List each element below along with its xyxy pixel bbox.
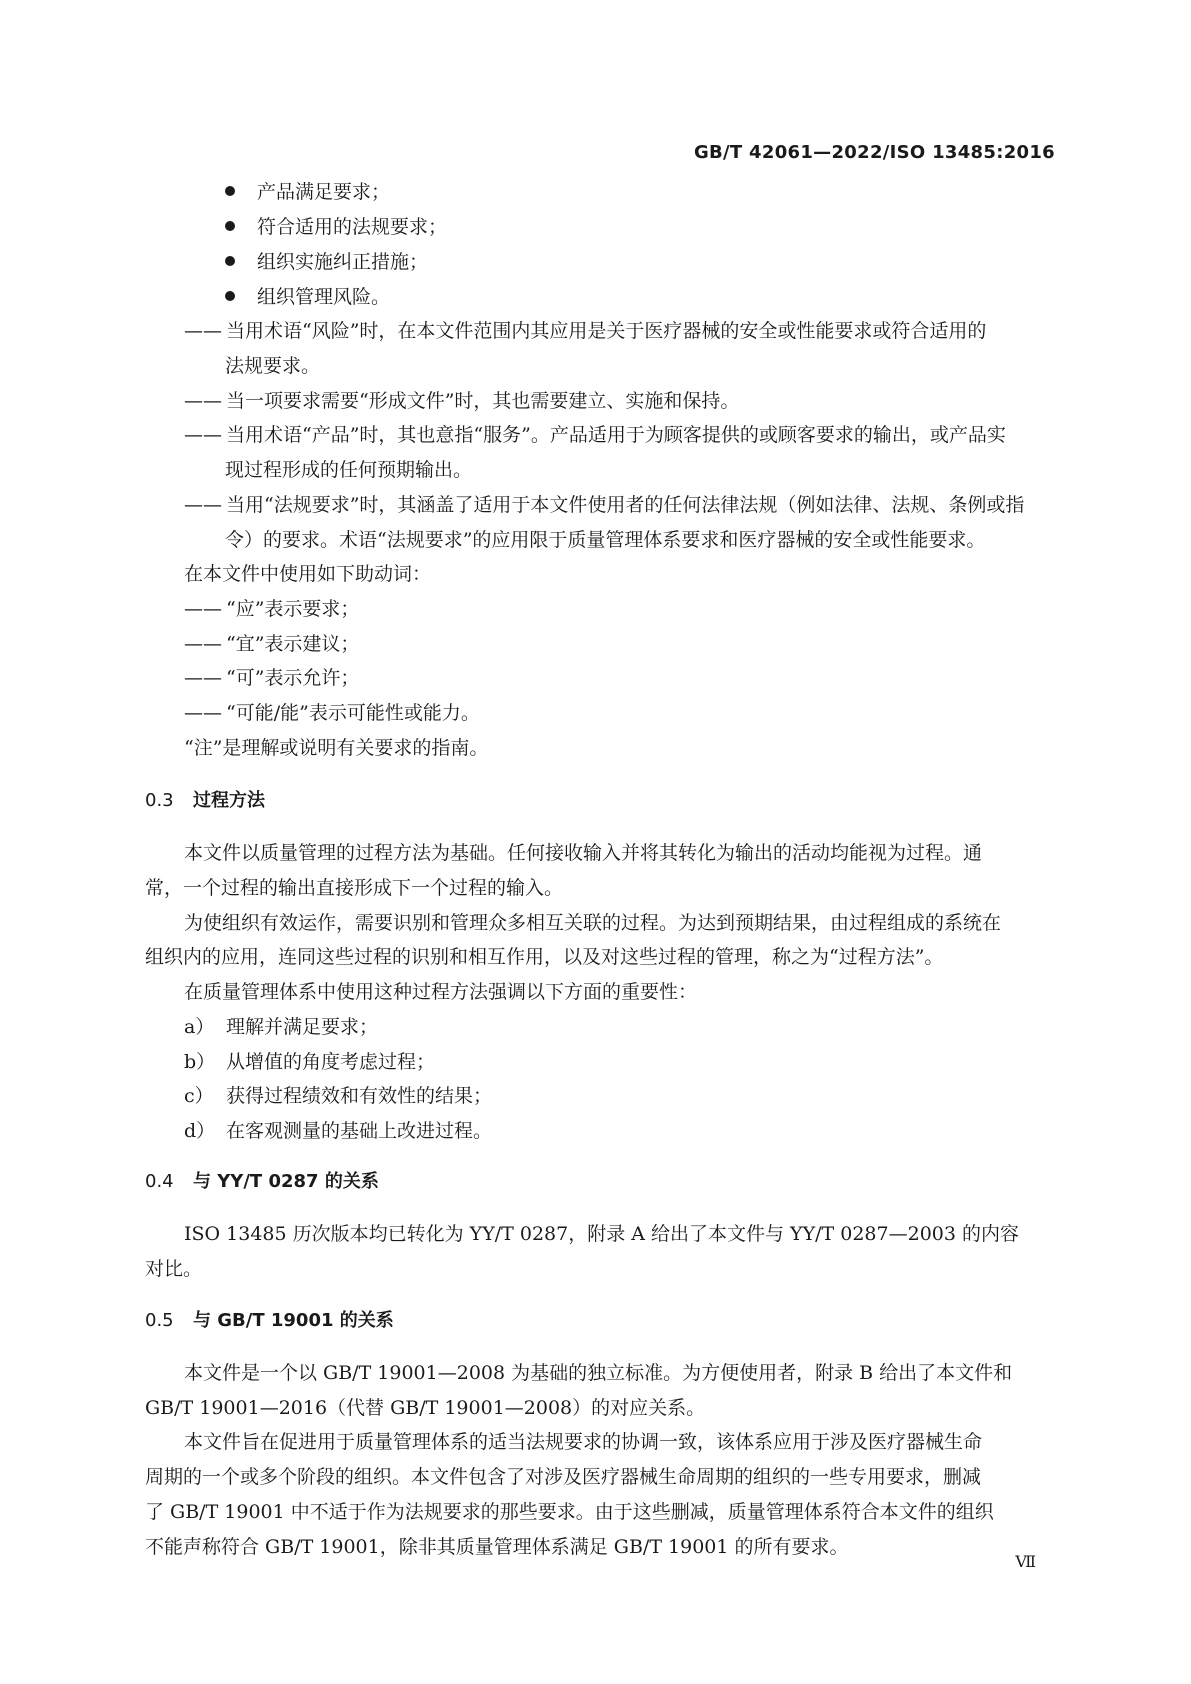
paragraph-line: 本文件旨在促进用于质量管理体系的适当法规要求的协调一致，该体系应用于涉及医疗器械生命 <box>184 1431 983 1453</box>
document-id-header: GB/T 42061—2022/ISO 13485:2016 <box>693 142 1055 163</box>
section-heading-0-4: 0.4 与 YY/T 0287 的关系 <box>145 1171 379 1192</box>
bullet-dot-icon <box>225 221 235 231</box>
verb-item: —— “可能/能”表示可能性或能力。 <box>184 702 480 724</box>
paragraph-line: ISO 13485 历次版本均已转化为 YY/T 0287，附录 A 给出了本文件与 YY/T 0287—2003 的内容 <box>184 1223 1019 1245</box>
dash-item-continuation: 现过程形成的任何预期输出。 <box>225 459 473 481</box>
bullet-dot-icon <box>225 291 235 301</box>
paragraph-line: 对比。 <box>145 1258 203 1280</box>
bullet-item: 组织实施纠正措施； <box>225 250 428 274</box>
paragraph-line: 周期的一个或多个阶段的组织。本文件包含了对涉及医疗器械生命周期的组织的一些专用要求，删减 <box>145 1466 982 1488</box>
bullet-dot-icon <box>225 186 235 196</box>
paragraph-line: 了 GB/T 19001 中不适于作为法规要求的那些要求。由于这些删减，质量管理体系符合本文件的组织 <box>145 1501 994 1523</box>
paragraph-line: 不能声称符合 GB/T 19001，除非其质量管理体系满足 GB/T 19001 的所有要求。 <box>145 1536 849 1558</box>
dash-item-continuation: 法规要求。 <box>225 355 321 377</box>
section-heading-0-5: 0.5 与 GB/T 19001 的关系 <box>145 1310 394 1331</box>
bullet-item: 产品满足要求； <box>225 180 390 204</box>
list-item: a） 理解并满足要求； <box>184 1016 379 1038</box>
bullet-item: 组织管理风险。 <box>225 285 390 309</box>
paragraph-line: GB/T 19001—2016（代替 GB/T 19001—2008）的对应关系。 <box>145 1397 706 1419</box>
list-item: c） 获得过程绩效和有效性的结果； <box>184 1085 493 1107</box>
verb-item: —— “应”表示要求； <box>184 598 360 620</box>
note-line: “注”是理解或说明有关要求的指南。 <box>184 737 489 759</box>
bullet-item: 符合适用的法规要求； <box>225 215 447 239</box>
paragraph-line: 本文件以质量管理的过程方法为基础。任何接收输入并将其转化为输出的活动均能视为过程。通 <box>184 842 983 864</box>
list-item: d） 在客观测量的基础上改进过程。 <box>184 1120 493 1142</box>
paragraph-line: 本文件是一个以 GB/T 19001—2008 为基础的独立标准。为方便使用者，附录 B 给出了本文件和 <box>184 1362 1013 1384</box>
verb-item: —— “可”表示允许； <box>184 667 360 689</box>
paragraph-line: 常，一个过程的输出直接形成下一个过程的输入。 <box>145 877 564 899</box>
section-heading-0-3: 0.3 过程方法 <box>145 790 265 811</box>
dash-item: —— 当用“法规要求”时，其涵盖了适用于本文件使用者的任何法律法规（例如法律、法规、条例或指 <box>184 494 1025 516</box>
verb-item: —— “宜”表示建议； <box>184 633 360 655</box>
dash-item-continuation: 令）的要求。术语“法规要求”的应用限于质量管理体系要求和医疗器械的安全或性能要求。 <box>225 529 986 551</box>
dash-item: —— 当一项要求需要“形成文件”时，其也需要建立、实施和保持。 <box>184 390 740 412</box>
paragraph-line: 为使组织有效运作，需要识别和管理众多相互关联的过程。为达到预期结果，由过程组成的系统在 <box>184 912 1002 934</box>
dash-item: —— 当用术语“风险”时，在本文件范围内其应用是关于医疗器械的安全或性能要求或符合适用的 <box>184 320 987 342</box>
bullet-dot-icon <box>225 256 235 266</box>
dash-item: —— 当用术语“产品”时，其也意指“服务”。产品适用于为顾客提供的或顾客要求的输出，或产品实 <box>184 424 1006 446</box>
page-number: Ⅶ <box>1015 1552 1036 1571</box>
paragraph-line: 在质量管理体系中使用这种过程方法强调以下方面的重要性： <box>184 981 698 1003</box>
list-item: b） 从增值的角度考虑过程； <box>184 1051 436 1073</box>
paragraph-line: 组织内的应用，连同这些过程的识别和相互作用，以及对这些过程的管理，称之为“过程方法”。 <box>145 946 944 968</box>
verbs-intro: 在本文件中使用如下助动词： <box>184 563 432 585</box>
